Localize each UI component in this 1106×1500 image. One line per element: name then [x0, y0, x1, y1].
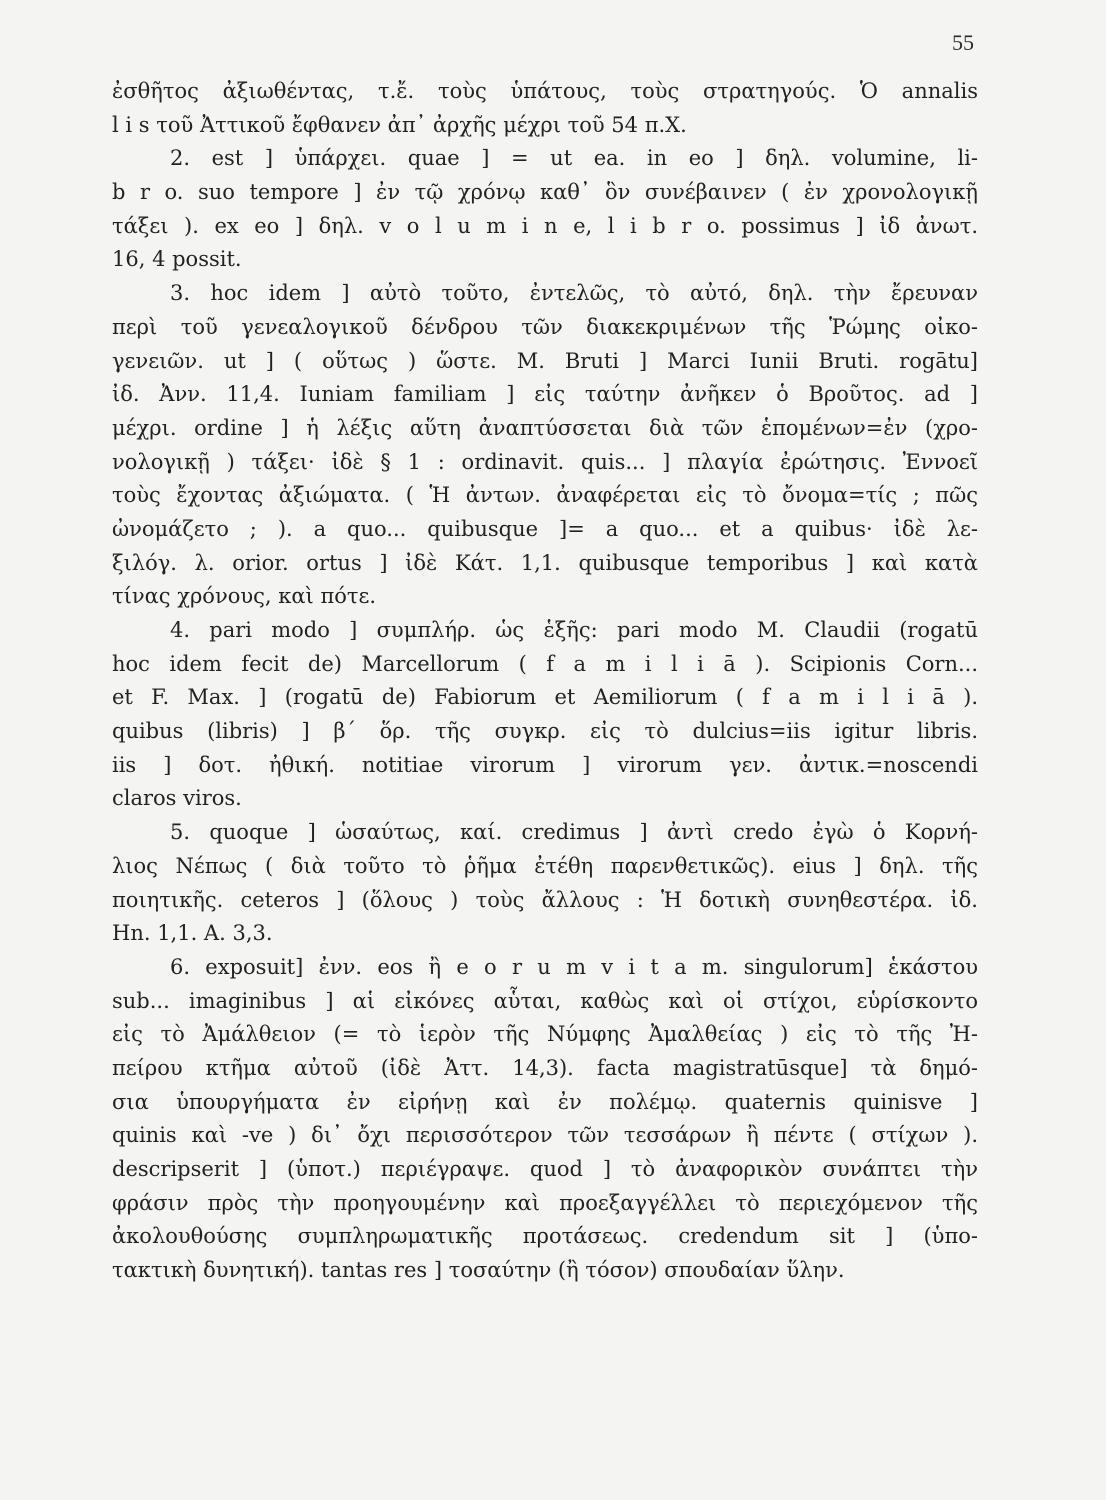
text-line: 5. quoque ] ὡσαύτως, καί. credimus ] ἀντὶ credo ἐγὼ ὁ Κορνή- — [170, 820, 978, 845]
text-line: εἰς τὸ Ἀμάλθειον (= τὸ ἱερὸν τῆς Νύμφης Ἀμαλθείας ) εἰς τὸ τῆς Ἠ- — [112, 1022, 978, 1047]
text-line: sub... imaginibus ] αἱ εἰκόνες αὗται, καθὼς καὶ οἱ στίχοι, εὑρίσκοντο — [112, 988, 978, 1013]
text-line: ὠνομάζετο ; ). a quo... quibusque ]= a quo... et a quibus· ἰδὲ λε- — [112, 516, 978, 541]
text-line: ξιλόγ. λ. orior. ortus ] ἰδὲ Κάτ. 1,1. quibusque temporibus ] καὶ κατὰ — [112, 550, 978, 575]
text-line: quinis καὶ -ve ) δι᾿ ὄχι περισσότερον τῶν τεσσάρων ἢ πέντε ( στίχων ). — [112, 1123, 978, 1148]
text-line: hoc idem fecit de) Marcellorum ( f a m i l i ā ). Scipionis Corn... — [112, 651, 978, 676]
text-line: claros viros. — [112, 786, 242, 811]
text-line: et F. Max. ] (rogatū de) Fabiorum et Aemiliorum ( f a m i l i ā ). — [112, 685, 978, 710]
text-line: ποιητικῆς. ceteros ] (ὅλους ) τοὺς ἄλλους : Ἡ δοτικὴ συνηθεστέρα. ἰδ. — [112, 887, 978, 912]
text-line: τοὺς ἔχοντας ἀξιώματα. ( Ἡ ἀντων. ἀναφέρεται εἰς τὸ ὄνομα=τίς ; πῶς — [112, 483, 978, 508]
text-line: 16, 4 possit. — [112, 247, 242, 272]
text-line: ἐσθῆτος ἀξιωθέντας, τ.ἔ. τοὺς ὑπάτους, τοὺς στρατηγούς. Ὁ annalis — [112, 79, 978, 103]
text-line: περὶ τοῦ γενεαλογικοῦ δένδρου τῶν διακεκριμένων τῆς Ῥώμης οἰκο- — [112, 314, 978, 339]
text-line: quibus (libris) ] β΄ ὅρ. τῆς συγκρ. εἰς τὸ dulcius=iis igitur libris. — [112, 719, 978, 744]
text-line: τάξει ). ex eo ] δηλ. v o l u m i n e, l i b r o. possimus ] ἰδ ἀνωτ. — [112, 213, 978, 238]
text-line: τίνας χρόνους, καὶ πότε. — [112, 584, 377, 609]
text-line: γενειῶν. ut ] ( οὕτως ) ὥστε. M. Bruti ] Marci Iunii Bruti. rogātu] — [112, 348, 978, 373]
text-line: μέχρι. ordine ] ἡ λέξις αὕτη ἀναπτύσσεται διὰ τῶν ἑπομένων=ἐν (χρο- — [112, 415, 978, 440]
text-line: b r o. suo tempore ] ἐν τῷ χρόνῳ καθ᾿ ὃν συνέβαινεν ( ἐν χρονολογικῇ — [112, 180, 978, 205]
page-number: 55 — [952, 30, 974, 55]
text-line: σια ὑπουργήματα ἐν εἰρήνῃ καὶ ἐν πολέμῳ. quaternis quinisve ] — [112, 1089, 978, 1114]
text-line: πείρου κτῆμα αὐτοῦ (ἰδὲ Ἀττ. 14,3). facta magistratūsque] τὰ δημό- — [112, 1055, 978, 1080]
text-line: ἰδ. Ἀνν. 11,4. Iuniam familiam ] εἰς ταύτην ἀνῆκεν ὁ Βροῦτος. ad ] — [112, 382, 978, 407]
text-line: ἀκολουθούσης συμπληρωματικῆς προτάσεως. credendum sit ] (ὑπο- — [112, 1224, 978, 1249]
text-line: λιος Νέπως ( διὰ τοῦτο τὸ ῥῆμα ἐτέθη παρενθετικῶς). eius ] δηλ. τῆς — [112, 853, 978, 878]
text-line: 4. pari modo ] συμπλήρ. ὡς ἑξῆς: pari modo M. Claudii (rogatū — [170, 618, 978, 642]
text-line: τακτικὴ δυνητική). tantas res ] τοσαύτην (ἢ τόσον) σπουδαίαν ὕλην. — [112, 1258, 845, 1283]
text-line: 3. hoc idem ] αὐτὸ τοῦτο, ἐντελῶς, τὸ αὐτό, δηλ. τὴν ἔρευναν — [170, 281, 978, 306]
text-line: φράσιν πρὸς τὴν προηγουμένην καὶ προεξαγγέλλει τὸ περιεχόμενον τῆς — [112, 1190, 978, 1215]
text-line: 6. exposuit] ἐνν. eos ἢ e o r u m v i t a m. singulorum] ἑκάστου — [170, 954, 978, 979]
commentary-text — [112, 75, 978, 1288]
text-line: descripserit ] (ὑποτ.) περιέγραψε. quod ] τὸ ἀναφορικὸν συνάπτει τὴν — [112, 1157, 978, 1181]
text-line: νολογικῇ ) τάξει· ἰδὲ § 1 : ordinavit. quis... ] πλαγία ἐρώτησις. Ἐννοεῖ — [112, 449, 978, 474]
text-line: iis ] δοτ. ἠθική. notitiae virorum ] virorum γεν. ἀντικ.=noscendi — [112, 752, 978, 777]
text-line: 2. est ] ὑπάρχει. quae ] = ut ea. in eo ] δηλ. volumine, li- — [170, 146, 978, 171]
text-line: l i s τοῦ Ἀττικοῦ ἔφθανεν ἀπ᾿ ἀρχῆς μέχρι τοῦ 54 π.Χ. — [112, 112, 687, 137]
text-line: Hn. 1,1. A. 3,3. — [112, 921, 273, 946]
